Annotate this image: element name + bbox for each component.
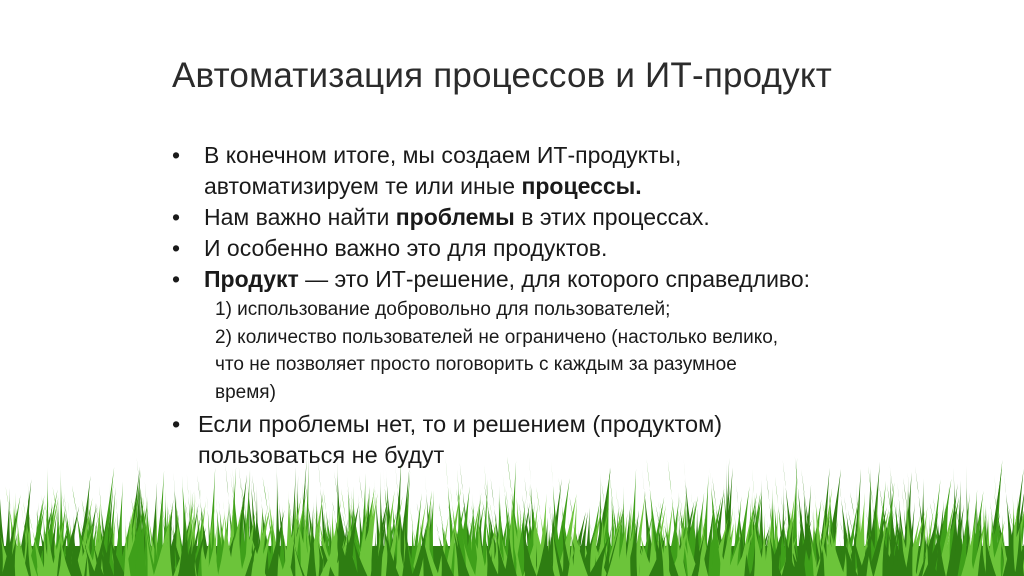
grass-border-icon <box>0 456 1024 576</box>
bullet-text: Если проблемы нет, то и решением (продуктом) пользоваться не будут <box>198 411 723 468</box>
sub-item-2-end: время) <box>215 381 276 403</box>
bold-term: проблемы <box>395 204 515 230</box>
sub-list <box>172 296 942 406</box>
bullet-text: И особенно важно это для продуктов. <box>204 235 608 261</box>
bullet-dot: • <box>172 235 181 261</box>
bullet-dot: • <box>172 142 181 168</box>
bullet-item-2 <box>172 202 942 233</box>
slide-title: Автоматизация процессов и ИТ-продукт <box>172 56 833 95</box>
bullet-item-4 <box>172 264 942 295</box>
slide-body <box>172 140 942 471</box>
sub-item-1: 1) использование добровольно для пользователей; <box>215 299 671 320</box>
bullet-text: В конечном итоге, мы создаем ИТ-продукты, автоматизируем те или иные процессы. <box>204 142 682 199</box>
bullet-item-1 <box>172 140 942 202</box>
bullet-dot: • <box>172 266 181 292</box>
bullet-item-3 <box>172 233 942 264</box>
bullet-text: Нам важно найти проблемы в этих процессах. <box>204 204 710 230</box>
sub-item-2: 2) количество пользователей не ограничено (настолько велико, <box>215 326 779 348</box>
sub-item-2-cont: что не позволяет просто поговорить с каждым за разумное <box>215 354 737 375</box>
bullet-dot: • <box>172 204 181 230</box>
bullet-dot: • <box>172 411 181 437</box>
bold-term: процессы. <box>521 173 642 199</box>
bold-term: Продукт <box>204 266 299 292</box>
bullet-text: Продукт — это ИТ-решение, для которого справедливо: <box>204 266 811 292</box>
